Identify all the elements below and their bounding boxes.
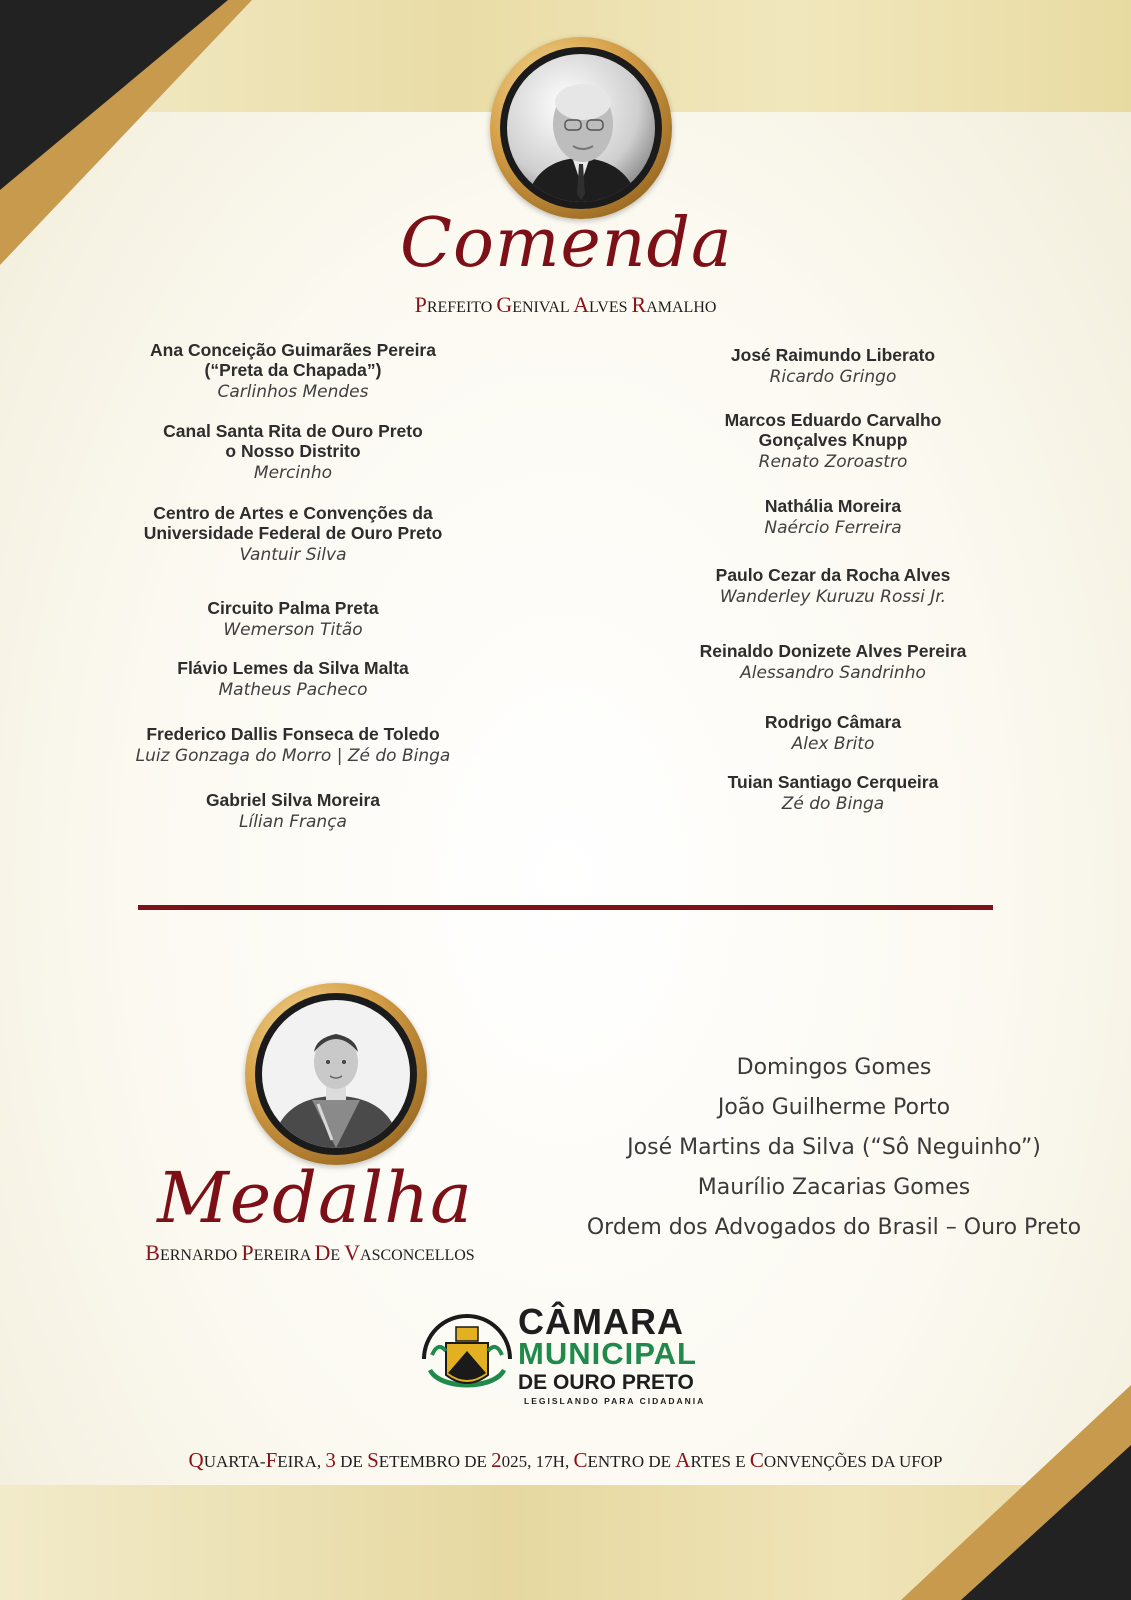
honoree-name: Tuian Santiago Cerqueira xyxy=(727,772,939,792)
medalha-medal xyxy=(245,983,427,1165)
section-divider xyxy=(138,905,993,910)
honoree-name: Gabriel Silva Moreira xyxy=(205,790,381,810)
footer-text: DE xyxy=(335,1452,368,1471)
logo-line-municipal: MUNICIPAL xyxy=(518,1336,697,1371)
footer-initial: F xyxy=(265,1448,278,1472)
honoree-name: Reinaldo Donizete Alves Pereira xyxy=(699,641,967,661)
comenda-medal xyxy=(490,37,672,219)
comenda-left-column xyxy=(112,340,474,840)
coat-of-arms-icon xyxy=(418,1311,516,1401)
honoree-name: Marcos Eduardo Carvalho xyxy=(724,410,942,430)
honoree-name: o Nosso Distrito xyxy=(225,441,361,461)
footer-initial: 2 xyxy=(491,1448,502,1472)
honoree-name: Nathália Moreira xyxy=(764,496,902,516)
honoree-entry xyxy=(112,598,474,641)
title-initial: B xyxy=(145,1240,160,1265)
honoree-name: Rodrigo Câmara xyxy=(764,712,902,732)
honoree-name: Gonçalves Knupp xyxy=(758,430,908,450)
honoree-name: (“Preta da Chapada”) xyxy=(204,360,382,380)
event-date-location xyxy=(0,1448,1131,1473)
footer-initial: C xyxy=(573,1448,588,1472)
title-rest: LVES xyxy=(588,299,632,316)
medalha-honoree: Maurílio Zacarias Gomes xyxy=(697,1175,971,1200)
medalha-honoree: José Martins da Silva (“Sô Neguinho”) xyxy=(627,1135,1041,1160)
historical-portrait-engraving xyxy=(262,1000,410,1148)
title-rest: AMALHO xyxy=(646,299,717,316)
footer-text: UARTA- xyxy=(203,1452,266,1471)
honoree-entry xyxy=(652,712,1014,755)
honoree-entry xyxy=(112,503,474,566)
footer-initial: S xyxy=(367,1448,379,1472)
nominated-by: Ricardo Gringo xyxy=(769,367,897,387)
title-rest: ERNARDO xyxy=(159,1247,242,1264)
honoree-entry xyxy=(112,421,474,484)
title-rest: ASCONCELLOS xyxy=(360,1247,475,1264)
title-initial: P xyxy=(414,292,427,317)
portrait-photo xyxy=(507,54,655,202)
footer-initial: C xyxy=(749,1448,764,1472)
footer-text: ONVENÇÕES DA UFOP xyxy=(763,1452,943,1471)
title-initial: V xyxy=(344,1240,361,1265)
honoree-name: José Raimundo Liberato xyxy=(730,345,936,365)
honoree-entry xyxy=(112,724,474,767)
honoree-entry xyxy=(112,658,474,701)
honoree-entry xyxy=(652,641,1014,684)
nominated-by: Naércio Ferreira xyxy=(764,518,902,538)
nominated-by: Wemerson Titão xyxy=(223,620,363,640)
medalha-honorees-list xyxy=(560,1048,1108,1248)
nominated-by: Carlinhos Mendes xyxy=(217,382,369,402)
title-rest: E xyxy=(330,1247,345,1264)
honoree-entry xyxy=(112,340,474,403)
title-initial: A xyxy=(573,292,589,317)
logo-line-de-ouro-preto: DE OURO PRETO xyxy=(518,1371,694,1394)
honoree-entry xyxy=(112,790,474,833)
medalha-title: Medalha xyxy=(157,1157,473,1239)
logo-tagline: LEGISLANDO PARA CIDADANIA xyxy=(524,1396,706,1406)
footer-text: ETEMBRO DE xyxy=(378,1452,492,1471)
honoree-entry xyxy=(652,410,1014,473)
footer-text: 025, 17H, xyxy=(501,1452,574,1471)
honoree-entry xyxy=(652,345,1014,388)
footer-text: ENTRO DE xyxy=(587,1452,676,1471)
nominated-by: Mercinho xyxy=(253,463,333,483)
title-initial: G xyxy=(496,292,513,317)
honoree-name: Universidade Federal de Ouro Preto xyxy=(143,523,443,543)
nominated-by: Zé do Binga xyxy=(781,794,885,814)
medalha-subtitle xyxy=(50,1240,570,1266)
title-initial: R xyxy=(631,292,647,317)
comenda-right-column xyxy=(652,345,1014,825)
comenda-title: Comenda xyxy=(400,204,733,283)
nominated-by: Wanderley Kuruzu Rossi Jr. xyxy=(719,587,947,607)
title-rest: REFEITO xyxy=(426,299,497,316)
honoree-name: Centro de Artes e Convenções da xyxy=(153,503,433,523)
bottom-right-corner-decoration xyxy=(901,1385,1131,1600)
honoree-name: Circuito Palma Preta xyxy=(207,598,379,618)
honoree-name: Flávio Lemes da Silva Malta xyxy=(177,658,409,678)
honoree-entry xyxy=(652,496,1014,539)
nominated-by: Luiz Gonzaga do Morro | Zé do Binga xyxy=(135,746,451,766)
honoree-name: Paulo Cezar da Rocha Alves xyxy=(715,565,951,585)
footer-initial: 3 xyxy=(325,1448,336,1472)
nominated-by: Alessandro Sandrinho xyxy=(740,663,926,683)
footer-text: RTES E xyxy=(690,1452,750,1471)
nominated-by: Renato Zoroastro xyxy=(758,452,908,472)
medalha-honoree: João Guilherme Porto xyxy=(717,1095,951,1120)
nominated-by: Matheus Pacheco xyxy=(218,680,368,700)
title-rest: EREIRA xyxy=(253,1247,315,1264)
logo-line-camara: CÂMARA xyxy=(518,1301,684,1342)
nominated-by: Vantuir Silva xyxy=(239,545,347,565)
honoree-name: Frederico Dallis Fonseca de Toledo xyxy=(146,724,440,744)
honoree-entry xyxy=(652,565,1014,608)
honoree-entry xyxy=(652,772,1014,815)
nominated-by: Lílian França xyxy=(239,812,347,832)
honoree-name: Canal Santa Rita de Ouro Preto xyxy=(163,421,423,441)
title-rest: ENIVAL xyxy=(512,299,574,316)
top-left-corner-decoration xyxy=(0,0,260,270)
medalha-honoree: Domingos Gomes xyxy=(736,1055,932,1080)
comenda-subtitle xyxy=(300,292,831,318)
footer-initial: A xyxy=(675,1448,691,1472)
footer-initial: Q xyxy=(188,1448,204,1472)
nominated-by: Alex Brito xyxy=(791,734,875,754)
medalha-honoree: Ordem dos Advogados do Brasil – Ouro Preto xyxy=(586,1215,1082,1240)
title-initial: P xyxy=(241,1240,254,1265)
camara-municipal-logo xyxy=(418,1301,718,1411)
title-initial: D xyxy=(314,1240,331,1265)
honoree-name: Ana Conceição Guimarães Pereira xyxy=(150,340,436,360)
footer-text: EIRA, xyxy=(277,1452,326,1471)
